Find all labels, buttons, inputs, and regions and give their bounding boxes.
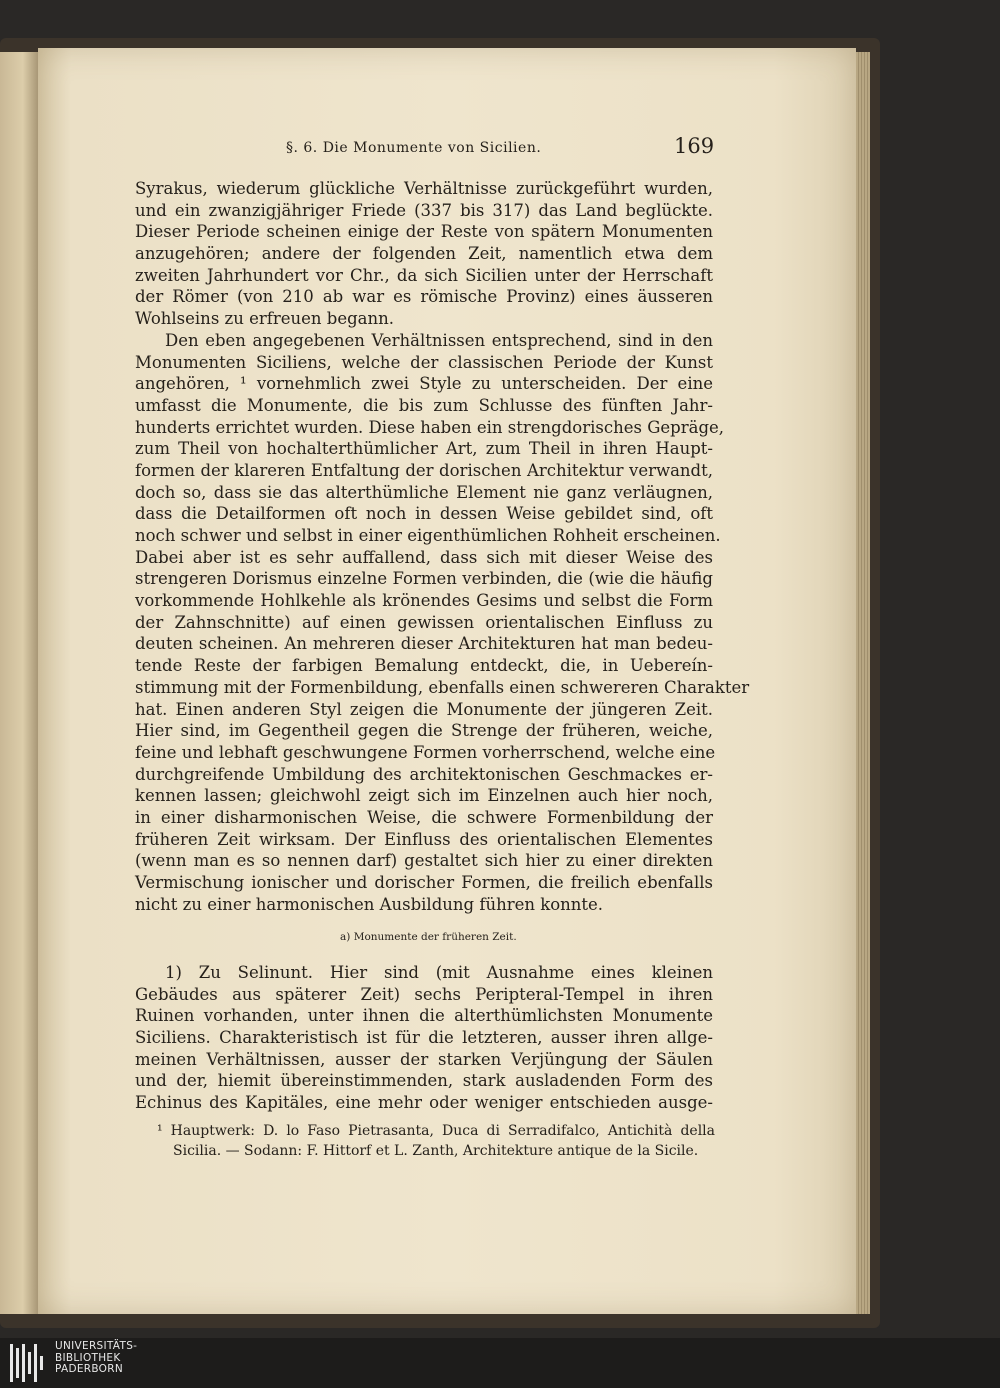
text-line: durchgreifende Umbildung des architektonischen Geschmackes er-: [135, 764, 713, 784]
text-line: Syrakus, wiederum glückliche Verhältnisse zurückgeführt wurden,: [135, 179, 713, 198]
main-text: [135, 178, 750, 915]
footnote-line: Sicilia. — Sodann: F. Hittorf et L. Zanth, Architekture antique de la Sicile.: [173, 1143, 699, 1159]
text-line: in einer disharmonischen Weise, die schwere Formenbildung der: [135, 807, 713, 827]
library-line-2: BIBLIOTHEK: [55, 1351, 121, 1364]
text-line: Hier sind, im Gegentheil gegen die Strenge der früheren, weiche,: [135, 721, 713, 741]
text-line: tende Reste der farbigen Bemalung entdeckt, die, in Uebereín-: [135, 656, 713, 676]
text-line: feine und lebhaft geschwungene Formen vorherrschend, welche eine: [135, 742, 716, 762]
text-line: doch so, dass sie das alterthümliche Element nie ganz verläugnen,: [135, 482, 713, 502]
text-line: anzugehören; andere der folgenden Zeit, namentlich etwa dem: [135, 244, 713, 264]
text-line: zweiten Jahrhundert vor Chr., da sich Sicilien unter der Herrschaft: [135, 265, 713, 285]
subheading-text: a) Monumente der früheren Zeit.: [340, 931, 517, 943]
text-line: umfasst die Monumente, die bis zum Schlusse des fünften Jahr-: [135, 395, 713, 415]
text-line: stimmung mit der Formenbildung, ebenfalls einen schwereren Charakter: [135, 677, 750, 697]
library-line-1: UNIVERSITÄTS-: [55, 1340, 138, 1352]
running-title: §. 6. Die Monumente von Sicilien.: [286, 140, 542, 156]
text-line: deuten scheinen. An mehreren dieser Architekturen hat man bedeu-: [135, 634, 713, 654]
page-number: 169: [674, 134, 715, 158]
paragraph-3: [135, 962, 713, 1114]
text-line: der Zahnschnitte) auf einen gewissen orientalischen Einfluss zu: [135, 612, 713, 632]
text-line: nicht zu einer harmonischen Ausbildung führen konnte.: [135, 894, 604, 914]
text-line: Echinus des Kapitäles, eine mehr oder weniger entschieden ausge-: [135, 1093, 713, 1113]
text-line: hat. Einen anderen Styl zeigen die Monumente der jüngeren Zeit.: [135, 699, 713, 719]
left-page-edge: [0, 52, 40, 1314]
text-line: Siciliens. Charakteristisch ist für die letzteren, ausser ihren allge-: [135, 1028, 713, 1048]
text-line: und der, hiemit übereinstimmenden, stark ausladenden Form des: [135, 1071, 713, 1091]
text-line: Dieser Periode scheinen einige der Reste von spätern Monumenten: [135, 222, 713, 242]
text-line: der Römer (von 210 ab war es römische Provinz) eines äusseren: [135, 287, 713, 307]
paragraph-2: [135, 330, 750, 916]
library-footer-bar: [0, 1338, 1000, 1388]
text-line: hunderts errichtet wurden. Diese haben ein strengdorisches Gepräge,: [135, 417, 725, 437]
text-line: Gebäudes aus späterer Zeit) sechs Peripteral-Tempel in ihren: [135, 984, 713, 1004]
text-line: und ein zwanzigjähriger Friede (337 bis 317) das Land beglückte.: [135, 200, 713, 220]
library-line-3: PADERBORN: [55, 1363, 123, 1375]
text-line: 1) Zu Selinunt. Hier sind (mit Ausnahme eines kleinen: [165, 963, 713, 982]
text-line: meinen Verhältnissen, ausser der starken Verjüngung der Säulen: [135, 1049, 713, 1069]
paragraph-1: [135, 178, 713, 330]
text-line: Wohlseins zu erfreuen begann.: [135, 309, 394, 329]
text-line: kennen lassen; gleichwohl zeigt sich im Einzelnen auch hier noch,: [135, 786, 713, 806]
page-stack-edge: [856, 52, 870, 1314]
text-line: (wenn man es so nennen darf) gestaltet sich hier zu einer direkten: [135, 851, 713, 871]
text-line: Monumenten Siciliens, welche der classischen Periode der Kunst: [135, 352, 713, 372]
footnote-line: ¹ Hauptwerk: D. lo Faso Pietrasanta, Duca di Serradifalco, Antichità della: [157, 1123, 715, 1139]
text-line: formen der klareren Entfaltung der dorischen Architektur verwandt,: [135, 460, 713, 480]
text-line: früheren Zeit wirksam. Der Einfluss des orientalischen Elementes: [135, 829, 713, 849]
text-line: vorkommende Hohlkehle als krönendes Gesims und selbst die Form: [135, 591, 713, 611]
text-line: strengeren Dorismus einzelne Formen verbinden, die (wie die häufig: [135, 569, 713, 589]
text-line: Vermischung ionischer und dorischer Formen, die freilich ebenfalls: [135, 873, 713, 892]
text-line: Den eben angegebenen Verhältnissen entsprechend, sind in den: [165, 330, 713, 350]
text-line: noch schwer und selbst in einer eigenthümlichen Rohheit erscheinen.: [135, 526, 721, 545]
footnote: [135, 1121, 715, 1161]
text-line: dass die Detailformen oft noch in dessen Weise gebildet sind, oft: [135, 504, 713, 524]
library-logo-icon: [8, 1342, 48, 1384]
library-name: [55, 1341, 137, 1376]
text-line: zum Theil von hochalterthümlicher Art, zum Theil in ihren Haupt-: [135, 439, 713, 459]
text-line: Dabei aber ist es sehr auffallend, dass sich mit dieser Weise des: [135, 547, 713, 567]
text-line: angehören, ¹ vornehmlich zwei Style zu unterscheiden. Der eine: [135, 374, 713, 394]
text-line: Ruinen vorhanden, unter ihnen die alterthümlichsten Monumente: [135, 1006, 713, 1026]
